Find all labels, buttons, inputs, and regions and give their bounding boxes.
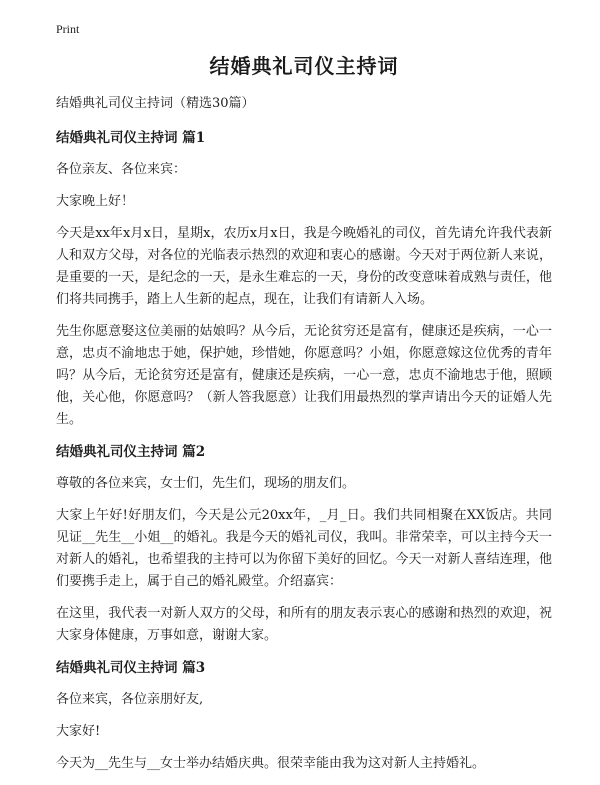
paragraph: 今天为__先生与__女士举办结婚庆典。很荣幸能由我为这对新人主持婚礼。 (56, 756, 486, 771)
document-body (56, 50, 552, 785)
section-heading: 结婚典礼司仪主持词 篇1 (56, 130, 206, 146)
section-heading: 结婚典礼司仪主持词 篇2 (56, 444, 206, 460)
page-title: 结婚典礼司仪主持词 (209, 54, 399, 78)
paragraph: 尊敬的各位来宾，女士们，先生们，现场的朋友们。 (56, 476, 356, 491)
paragraph: 各位亲友、各位来宾： (56, 162, 187, 177)
paragraph: 大家晚上好！ (56, 194, 135, 209)
paragraph: 大家好! (56, 724, 101, 739)
section-heading: 结婚典礼司仪主持词 篇3 (56, 660, 206, 676)
paragraph: 各位来宾，各位亲朋好友, (56, 692, 204, 707)
paragraph: 在这里，我代表一对新人双方的父母，和所有的朋友表示衷心的感谢和热烈的欢迎，祝大家身体健康，万事如意，谢谢大家。 (56, 606, 552, 643)
paragraph: 先生你愿意娶这位美丽的姑娘吗？从今后，无论贫穷还是富有，健康还是疾病，一心一意，忠贞不渝地忠于她，保护她，珍惜她，你愿意吗？小姐，你愿意嫁这位优秀的青年吗？从今后，无论贫穷还是富有，健康还是疾病，一心一意，忠贞不渝地忠于他，照顾他，关心他，你愿意吗？（新人答我愿意）让我们用最热烈的掌声请出今天的证婚人先生。 (56, 324, 552, 427)
print-link[interactable]: Print (56, 22, 80, 36)
document-subtitle: 结婚典礼司仪主持词（精选30篇） (56, 96, 255, 111)
paragraph: 大家上午好!好朋友们，今天是公元20xx年，_月_日。我们共同相聚在XX饭店。共同见证__先生__小姐__的婚礼。我是今天的婚礼司仪，我叫。非常荣幸，可以主持今天一对新人的婚礼，也希望我的主持可以为你留下美好的回忆。今天一对新人喜结连理，他们要携手走上，属于自己的婚礼殿堂。介绍嘉宾： (56, 508, 552, 589)
paragraph: 今天是xx年x月x日，星期x，农历x月x日，我是今晚婚礼的司仪，首先请允许我代表新人和双方父母，对各位的光临表示热烈的欢迎和衷心的感谢。今天对于两位新人来说，是重要的一天，是纪念的一天，是永生难忘的一天，身份的改变意味着成熟与责任，他们将共同携手，踏上人生新的起点，现在，让我们有请新人入场。 (56, 226, 552, 307)
